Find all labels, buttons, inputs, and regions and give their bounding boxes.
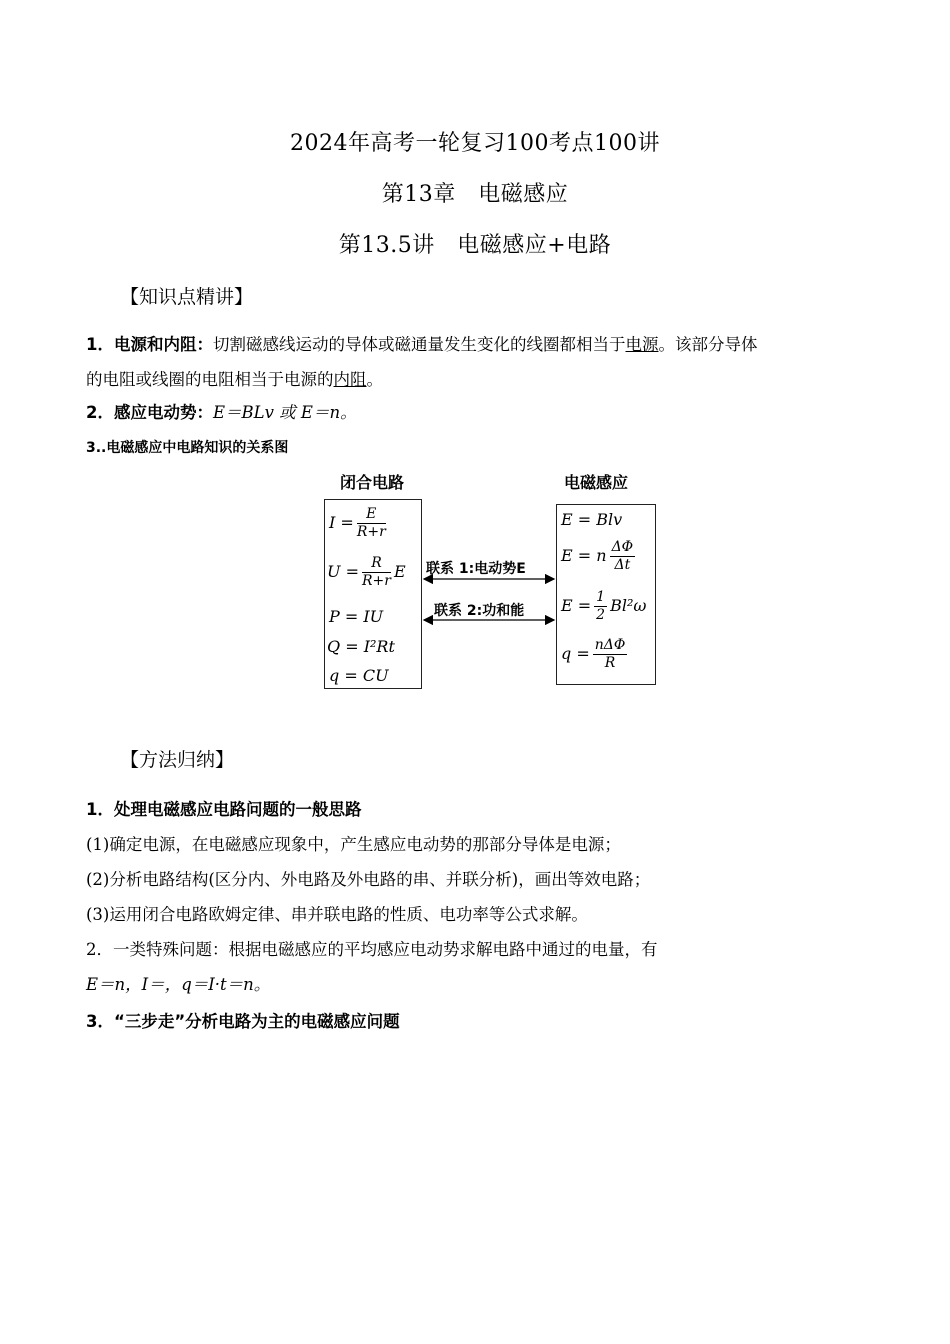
- knowledge-item-2: [86, 399, 357, 423]
- link2-label: 联系 2:功和能: [434, 603, 525, 619]
- closed-circuit-box: [324, 499, 422, 689]
- formula-emf-faraday: E = n $\frac{\Delta\Phi}{\Delta t}$: [561, 539, 634, 573]
- method-step-1: (1)确定电源，在电磁感应现象中，产生感应电动势的那部分导体是电源；: [86, 835, 621, 854]
- knowledge-item-1-cont: [86, 366, 383, 390]
- relation-diagram: [318, 468, 663, 693]
- knowledge-item-3: 3..电磁感应中电路知识的关系图: [86, 440, 289, 456]
- em-induction-box: [556, 504, 656, 685]
- link1-label: 联系 1:电动势E: [426, 561, 526, 577]
- item1-underlined-power-source: 电源: [625, 335, 659, 354]
- em-induction-title: 电磁感应: [564, 473, 629, 492]
- closed-circuit-title: 闭合电路: [340, 473, 405, 492]
- formula-emf-motional: E = Blv: [561, 510, 623, 529]
- main-title: 2024年高考一轮复习100考点100讲: [290, 131, 660, 156]
- formula-voltage: U = $\frac{R}{R+r}$ E: [327, 555, 406, 589]
- lecture-title: 第13.5讲 电磁感应+电路: [338, 233, 612, 258]
- method-item-1: 1．处理电磁感应电路问题的一般思路: [86, 800, 362, 819]
- formula-emf-rotating: E = $\frac{1}{2}$ Bl²ω: [561, 589, 647, 623]
- knowledge-item-1: [86, 331, 757, 355]
- item1-underlined-internal-resistance: 内阻: [333, 370, 367, 389]
- formula-heat: Q = I²Rt: [327, 637, 395, 656]
- formula-power: P = IU: [329, 607, 384, 626]
- method-heading: 【方法归纳】: [120, 749, 235, 771]
- knowledge-heading: 【知识点精讲】: [120, 286, 254, 308]
- formula-charge-em: q = $\frac{\text{nΔΦ}}{R}$: [561, 637, 626, 671]
- method-step-2: (2)分析电路结构(区分内、外电路及外电路的串、并联分析)，画出等效电路；: [86, 870, 651, 889]
- method-item-2-formula: E＝n，I＝，q＝I·t＝n。: [86, 975, 271, 994]
- method-item-3: 3．“三步走”分析电路为主的电磁感应问题: [86, 1012, 400, 1031]
- item1-text-a: 切割磁感线运动的导体或磁通量发生变化的线圈都相当于: [212, 335, 626, 354]
- item1-text-b: 。该部分导体: [658, 335, 758, 354]
- item1-label: 1．电源和内阻：: [86, 335, 213, 354]
- method-step-3: (3)运用闭合电路欧姆定律、串并联电路的性质、电功率等公式求解。: [86, 905, 588, 924]
- item2-text: E＝BLv 或 E＝n。: [212, 403, 357, 422]
- formula-charge: q = CU: [329, 666, 389, 685]
- item1-text-c: 的电阻或线圈的电阻相当于电源的: [86, 370, 334, 389]
- chapter-title: 第13章 电磁感应: [381, 182, 569, 207]
- formula-current: I = $\frac{E}{R+r}$: [329, 506, 386, 540]
- item1-text-d: 。: [366, 370, 383, 389]
- item2-label: 2．感应电动势：: [86, 403, 213, 422]
- method-item-2: 2．一类特殊问题：根据电磁感应的平均感应电动势求解电路中通过的电量，有: [86, 940, 658, 959]
